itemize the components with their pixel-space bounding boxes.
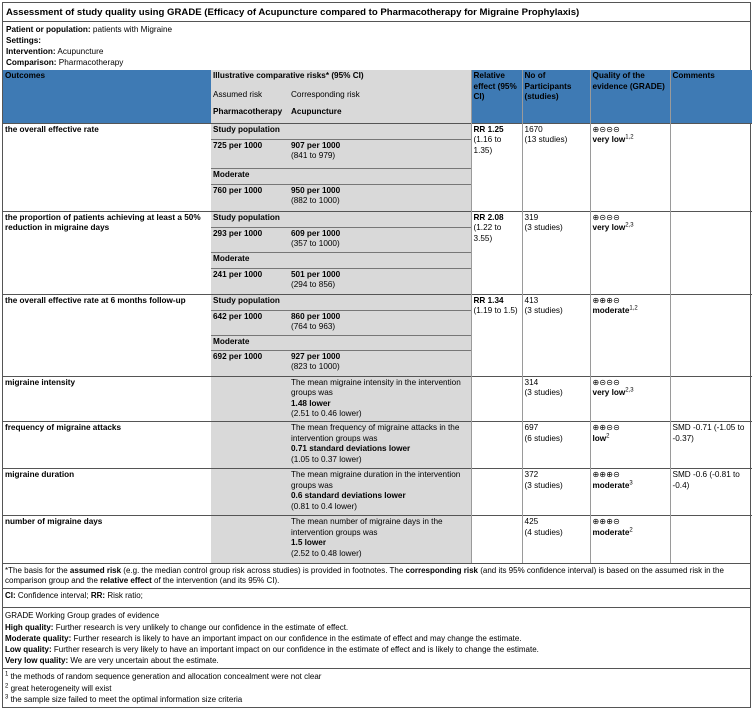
comments: SMD -0.6 (-0.81 to -0.4)	[670, 469, 752, 516]
grades-heading: GRADE Working Group grades of evidence	[5, 611, 160, 621]
quality-grade: ⊕⊕⊕⊝ moderate$^2$	[590, 516, 670, 563]
outcome-label: frequency of migraine attacks	[3, 422, 211, 469]
corresponding-risk: 860 per 1000 (764 to 963)	[289, 310, 471, 335]
header-corresponding: Corresponding risk	[289, 89, 471, 106]
intervention-line	[6, 47, 747, 58]
header-relative-effect: Relative effect (95% CI)	[471, 70, 522, 123]
participants: 1670 (13 studies)	[522, 123, 590, 211]
subgroup-label: Moderate	[211, 335, 471, 350]
settings-label: Settings:	[6, 36, 42, 45]
assumed-risk-empty	[211, 516, 289, 563]
table-row	[3, 294, 752, 310]
subgroup-label: Study population	[211, 123, 471, 139]
outcome-label: number of migraine days	[3, 516, 211, 563]
intervention-value: Acupuncture	[57, 47, 104, 56]
header-comments: Comments	[670, 70, 752, 123]
header-outcomes: Outcomes	[3, 70, 211, 123]
grade-symbols: ⊕⊝⊝⊝	[592, 124, 620, 134]
outcome-label: the overall effective rate	[3, 123, 211, 211]
grade-symbols: ⊕⊝⊝⊝	[592, 212, 620, 222]
table-row	[3, 376, 752, 422]
participants: 372 (3 studies)	[522, 469, 590, 516]
grade-symbols: ⊕⊕⊝⊝	[592, 423, 620, 433]
corresponding-risk: 950 per 1000 (882 to 1000)	[289, 184, 471, 211]
quality-grade: ⊕⊝⊝⊝ very low$^{1,2}$	[590, 123, 670, 211]
grade-definitions	[3, 607, 750, 668]
corresponding-risk: 927 per 1000 (823 to 1000)	[289, 350, 471, 376]
header-risks: Illustrative comparative risks* (95% CI)	[211, 70, 471, 89]
relative-effect	[471, 469, 522, 516]
population-label: Patient or population:	[6, 25, 91, 34]
relative-effect: RR 2.08 (1.22 to 3.55)	[471, 211, 522, 294]
relative-effect: RR 1.34 (1.19 to 1.5)	[471, 294, 522, 376]
corresponding-risk: The mean migraine intensity in the intervention groups was 1.48 lower (2.51 to 0.46 lower)	[289, 376, 471, 422]
grade-low: Low quality: Further research is very likely to have an important impact on our confidence in the estimate of effect and is likely to change the estimate.	[5, 644, 539, 654]
grade-very-low: Very low quality: We are very uncertain about the estimate.	[5, 656, 219, 666]
comparison-label: Comparison:	[6, 58, 57, 67]
grade-symbols: ⊕⊝⊝⊝	[592, 377, 620, 387]
grade-symbols: ⊕⊕⊕⊝	[592, 470, 620, 480]
comments	[670, 516, 752, 563]
abbreviations: CI: Confidence interval; RR: Risk ratio;	[3, 588, 750, 607]
table-row	[3, 469, 752, 516]
relative-effect	[471, 376, 522, 422]
assumed-risk-footnote: *The basis for the assumed risk (e.g. the median control group risk across studies) is provided in footnotes. The corresponding risk (and its 95% confidence interval) is based on the assumed risk in the comparison group and the relative effect of the intervention (and its 95% CI).	[3, 563, 750, 589]
quality-grade: ⊕⊕⊕⊝ moderate$^3$	[590, 469, 670, 516]
subgroup-label: Study population	[211, 211, 471, 227]
table-row	[3, 211, 752, 227]
corresponding-risk: 609 per 1000 (357 to 1000)	[289, 227, 471, 252]
corresponding-risk: 907 per 1000 (841 to 979)	[289, 139, 471, 168]
assumed-risk: 241 per 1000	[211, 268, 289, 294]
table-row	[3, 516, 752, 563]
assumed-risk: 760 per 1000	[211, 184, 289, 211]
quality-grade: ⊕⊝⊝⊝ very low$^{2,3}$	[590, 211, 670, 294]
assumed-risk: 725 per 1000	[211, 139, 289, 168]
numbered-notes	[3, 668, 750, 707]
header-quality: Quality of the evidence (GRADE)	[590, 70, 670, 123]
population-meta	[3, 22, 750, 70]
participants: 314 (3 studies)	[522, 376, 590, 422]
intervention-label: Intervention:	[6, 47, 56, 56]
comments	[670, 376, 752, 422]
corresponding-risk: 501 per 1000 (294 to 856)	[289, 268, 471, 294]
relative-effect	[471, 516, 522, 563]
subgroup-label: Moderate	[211, 168, 471, 184]
quality-grade: ⊕⊝⊝⊝ very low$^{2,3}$	[590, 376, 670, 422]
outcome-label: migraine intensity	[3, 376, 211, 422]
relative-effect: RR 1.25 (1.16 to 1.35)	[471, 123, 522, 211]
settings-line	[6, 36, 747, 47]
participants: 697 (6 studies)	[522, 422, 590, 469]
grade-symbols: ⊕⊕⊕⊝	[592, 517, 620, 527]
outcome-label: the overall effective rate at 6 months follow-up	[3, 294, 211, 376]
comments	[670, 211, 752, 294]
outcomes-table	[3, 70, 752, 563]
comments: SMD -0.71 (-1.05 to -0.37)	[670, 422, 752, 469]
participants: 425 (4 studies)	[522, 516, 590, 563]
grade-symbols: ⊕⊕⊕⊝	[592, 295, 620, 305]
corresponding-risk: The mean number of migraine days in the intervention groups was 1.5 lower (2.52 to 0.48 lower)	[289, 516, 471, 563]
corresponding-risk: The mean migraine duration in the intervention groups was 0.6 standard deviations lower (0.81 to 0.4 lower)	[289, 469, 471, 516]
table-title: Assessment of study quality using GRADE (Efficacy of Acupuncture compared to Pharmacotherapy for Migraine Prophylaxis)	[3, 3, 750, 22]
outcome-label: the proportion of patients achieving at least a 50% reduction in migraine days	[3, 211, 211, 294]
grade-summary-sheet	[2, 2, 751, 708]
quality-grade: ⊕⊕⊝⊝ low$^2$	[590, 422, 670, 469]
note-1: $^1$ the methods of random sequence generation and allocation concealment were not clear	[5, 671, 322, 682]
assumed-risk-empty	[211, 376, 289, 422]
grade-moderate: Moderate quality: Further research is likely to have an important impact on our confidence in the estimate of effect and may change the estimate.	[5, 633, 522, 643]
participants: 413 (3 studies)	[522, 294, 590, 376]
table-row	[3, 422, 752, 469]
comments	[670, 294, 752, 376]
subgroup-label: Moderate	[211, 252, 471, 268]
comments	[670, 123, 752, 211]
assumed-risk: 692 per 1000	[211, 350, 289, 376]
header-participants: No of Participants (studies)	[522, 70, 590, 123]
population-line	[6, 25, 747, 36]
header-corresponding-group: Acupuncture	[289, 106, 471, 123]
grade-high: High quality: Further research is very unlikely to change our confidence in the estimate of effect.	[5, 622, 349, 632]
participants: 319 (3 studies)	[522, 211, 590, 294]
assumed-risk: 642 per 1000	[211, 310, 289, 335]
comparison-line	[6, 58, 747, 69]
quality-grade: ⊕⊕⊕⊝ moderate$^{1,2}$	[590, 294, 670, 376]
corresponding-risk: The mean frequency of migraine attacks in the intervention groups was 0.71 standard deviations lower (1.05 to 0.37 lower)	[289, 422, 471, 469]
assumed-risk: 293 per 1000	[211, 227, 289, 252]
comparison-value: Pharmacotherapy	[58, 58, 124, 67]
assumed-risk-empty	[211, 422, 289, 469]
population-value: patients with Migraine	[92, 25, 173, 34]
table-row	[3, 123, 752, 139]
note-3: $^3$ the sample size failed to meet the optimal information size criteria	[5, 694, 243, 704]
assumed-risk-empty	[211, 469, 289, 516]
note-2: $^2$ great heterogeneity will exist	[5, 682, 112, 693]
relative-effect	[471, 422, 522, 469]
header-assumed: Assumed risk	[211, 89, 289, 106]
outcome-label: migraine duration	[3, 469, 211, 516]
subgroup-label: Study population	[211, 294, 471, 310]
header-assumed-group: Pharmacotherapy	[211, 106, 289, 123]
